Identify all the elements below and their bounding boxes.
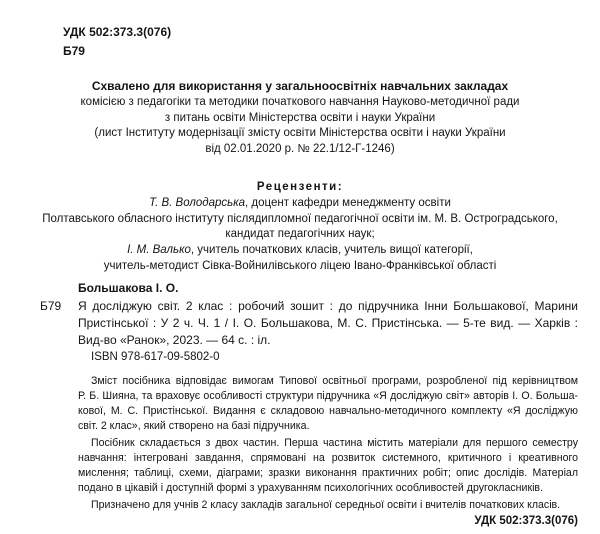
reviewer-2-line-2: учитель-методист Сівка-Войнилівського ліцею Івано-Франківської області: [103, 260, 497, 272]
description-p1-line-3: кової, М. С. Пристінської. Видання є складовою навчально-методичного комплекту «Я досліджую: [78, 405, 578, 417]
reviewer-1-line-2: Полтавського обласного інституту післядипломної педагогічної освіти ім. М. В. Остроградського,: [42, 213, 558, 225]
description-p2-line-1: Посібник складається з двох частин. Перша частина містить матеріали для першого семестру: [91, 437, 578, 449]
reviewer-1-line-3: кандидат педагогічних наук;: [225, 228, 375, 240]
catalog-code: Б79: [40, 299, 62, 313]
udk-bottom: УДК 502:373.3(076): [474, 515, 578, 527]
description-p2-line-2: навчання: інтегровані завдання, спрямовані на розвиток системного, критичного і креативного: [78, 452, 578, 464]
reviewer-2-name: І. М. Валько: [127, 244, 191, 256]
reviewer-1-line-1: [0, 197, 600, 209]
catalog-author: Большакова І. О.: [78, 281, 179, 295]
catalog-isbn: ISBN 978-617-09-5802-0: [91, 351, 220, 363]
catalog-line-3: Вид-во «Ранок», 2023. — 64 с. : іл.: [78, 333, 271, 347]
approval-line-1: комісією з педагогіки та методики початкового навчання Науково-методичної ради: [80, 96, 520, 108]
description-p1-line-1: Зміст посібника відповідає вимогам Типової освітньої програми, розробленої під керівництвом: [91, 375, 578, 387]
udk-top: УДК 502:373.3(076): [63, 25, 172, 39]
reviewers-title: Рецензенти:: [256, 181, 344, 193]
description-p2-line-4: подано в цікавій і доступній формі з урахуванням психологічних особливостей другокласників.: [78, 482, 544, 494]
approval-line-3: (лист Інституту модернізації змісту освіти Міністерства освіти і науки України: [94, 127, 506, 139]
reviewer-1-name: Т. В. Володарська: [149, 197, 246, 209]
reviewer-2-line-1: [0, 244, 600, 256]
reviewer-2-role: , учитель початкових класів, учитель вищої категорії,: [190, 244, 473, 256]
description-p3-line-1: Призначено для учнів 2 класу закладів загальної середньої освіти і вчителів початкових класів.: [91, 499, 561, 511]
catalog-line-1: Я досліджую світ. 2 клас : робочий зошит : до підручника Інни Большакової, Марини: [78, 299, 578, 313]
catalog-code-top: Б79: [63, 44, 85, 58]
description-p1-line-2: Р. Б. Шияна, та враховує особливості структури підручника «Я досліджую світ» авторів І. О. Больша-: [78, 390, 578, 402]
catalog-line-2: Пристінської : У 2 ч. Ч. 1 / І. О. Большакова, М. С. Пристінська. — 5-те вид. — Харків :: [78, 316, 578, 330]
approval-line-4: від 02.01.2020 р. № 22.1/12-Г-1246): [205, 143, 395, 155]
description-p2-line-3: мислення; таблиці, схеми, діаграми; зразки виконання практичних робіт; опис дослідів. Матеріал: [78, 467, 578, 479]
approval-line-2: з питань освіти Міністерства освіти і науки України: [164, 112, 436, 124]
reviewer-1-role: , доцент кафедри менеджменту освіти: [245, 197, 451, 209]
description-p1-line-4: світ. 2 клас», який створено на базі підручника.: [78, 420, 310, 432]
approval-title: Схвалено для використання у загальноосвітніх навчальних закладах: [91, 79, 509, 93]
